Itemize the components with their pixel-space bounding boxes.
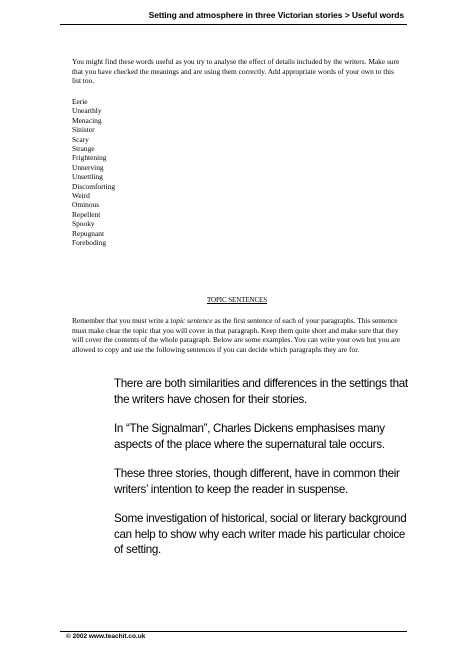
list-item: Menacing (72, 115, 102, 125)
footer-divider (60, 631, 407, 632)
list-item: Eerie (72, 97, 88, 106)
example-sentence: These three stories, though different, have in common their writers’ intention to keep the reader in suspense. (114, 467, 400, 496)
list-item: Sinister (72, 125, 95, 135)
topic-instructions-paragraph (72, 316, 402, 354)
list-item: Discomforting (72, 181, 116, 191)
example-sentence: There are both similarities and differences in the settings that the writers have chosen for their stories. (114, 377, 408, 406)
useful-words-list (72, 97, 115, 248)
list-item: Frightening (72, 153, 107, 163)
topic-sentence-term: topic sentence (170, 316, 213, 325)
list-item: Repellent (72, 209, 101, 219)
header-breadcrumb: Setting and atmosphere in three Victorian stories > Useful words (148, 10, 404, 20)
list-item: Spooky (72, 219, 95, 229)
list-item: Repugnant (72, 228, 105, 238)
list-item: Scary (72, 134, 89, 144)
footer-copyright: © 2002 www.teachit.co.uk (66, 633, 146, 640)
header-divider (60, 24, 407, 25)
topic-text-before: Remember that you must write a (72, 316, 171, 325)
list-item: Unsettling (72, 172, 103, 182)
example-sentence: In “The Signalman”, Charles Dickens emphasises many aspects of the place where the supernatural tale occurs. (114, 422, 385, 451)
topic-sentences-heading: TOPIC SENTENCES (206, 296, 268, 304)
example-sentences (114, 376, 414, 572)
intro-paragraph: You might find these words useful as you try to analyse the effect of details included by the writers. Make sure that you have checked the meanings and are using them correctly. Add appropriate words of your own to this list too. (72, 57, 400, 86)
list-item: Unearthly (72, 106, 102, 116)
list-item: Strange (72, 144, 95, 154)
list-item: Weird (72, 191, 90, 201)
list-item: Foreboding (72, 238, 107, 248)
topic-text-after: as the first sentence of each of your paragraphs. This sentence must make clear the topic that you will cover in that paragraph. Keep them quite short and make sure that they will cover the contents of the whole paragraph. Below are some examples. You can write your own but you are allowed to copy and use the following sentences if you can decide which paragraphs they are for. (72, 316, 400, 354)
list-item: Ominous (72, 200, 100, 210)
example-sentence: Some investigation of historical, social or literary background can help to show why each writer made his particular choice of setting. (114, 512, 407, 556)
list-item: Unnerving (72, 162, 104, 172)
